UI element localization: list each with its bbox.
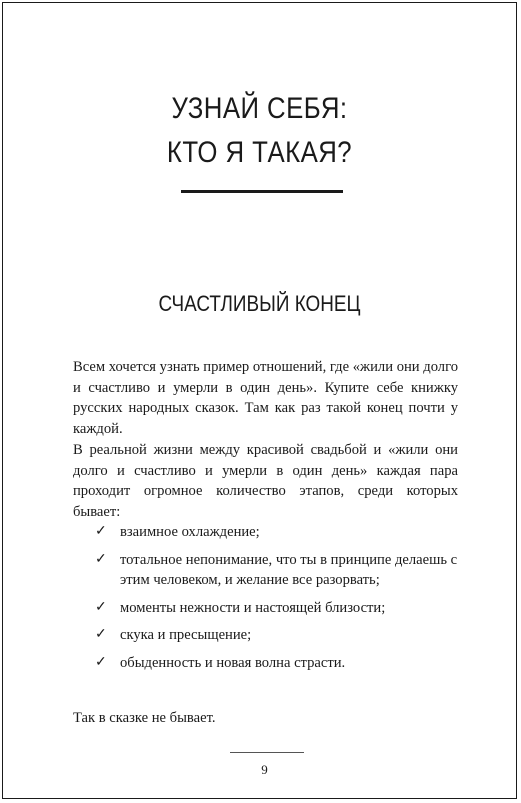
list-item — [95, 653, 458, 674]
checkmark-icon: ✓ — [95, 654, 107, 670]
page-number: 9 — [261, 762, 268, 777]
chapter-title-line-1: УЗНАЙ СЕБЯ: — [171, 92, 348, 125]
list-item — [95, 598, 458, 619]
checkmark-icon: ✓ — [95, 524, 107, 539]
list-item-text: моменты нежности и настоящей близости; — [120, 599, 386, 616]
list-item — [95, 625, 458, 646]
list-item-text: тотальное непонимание, что ты в принципе делаешь с этим человеком, и желание все разорвать; — [120, 551, 458, 588]
list-item — [95, 522, 458, 543]
chapter-title — [39, 87, 480, 175]
checkmark-icon: ✓ — [95, 627, 107, 642]
section-title: СЧАСТЛИВЫЙ КОНЕЦ — [158, 291, 361, 316]
stages-list — [95, 522, 458, 680]
checkmark-icon: ✓ — [95, 599, 107, 615]
list-item — [95, 550, 458, 591]
book-page — [2, 2, 517, 799]
chapter-title-underline — [181, 190, 343, 193]
checkmark-icon: ✓ — [95, 551, 107, 567]
list-item-text: скука и пресыщение; — [120, 627, 252, 643]
paragraph-intro: Всем хочется узнать пример отношений, где «жили они долго и счастливо и умерли в один день». Купите себе книжку русских народных сказок. Там как раз такой конец почти у каждой. — [73, 359, 458, 437]
paragraph-closing: Так в сказке не бывает. — [73, 710, 216, 726]
list-item-text: взаимное охлаждение; — [120, 524, 260, 540]
footer-divider — [230, 752, 304, 753]
paragraph-reality: В реальной жизни между красивой свадьбой и «жили они долго и счастливо и умерли в один день» каждая пара проходит огромное количество этапов, среди которых бывает: — [73, 442, 458, 520]
list-item-text: обыденность и новая волна страсти. — [120, 654, 346, 671]
chapter-title-line-2: КТО Я ТАКАЯ? — [166, 136, 353, 169]
